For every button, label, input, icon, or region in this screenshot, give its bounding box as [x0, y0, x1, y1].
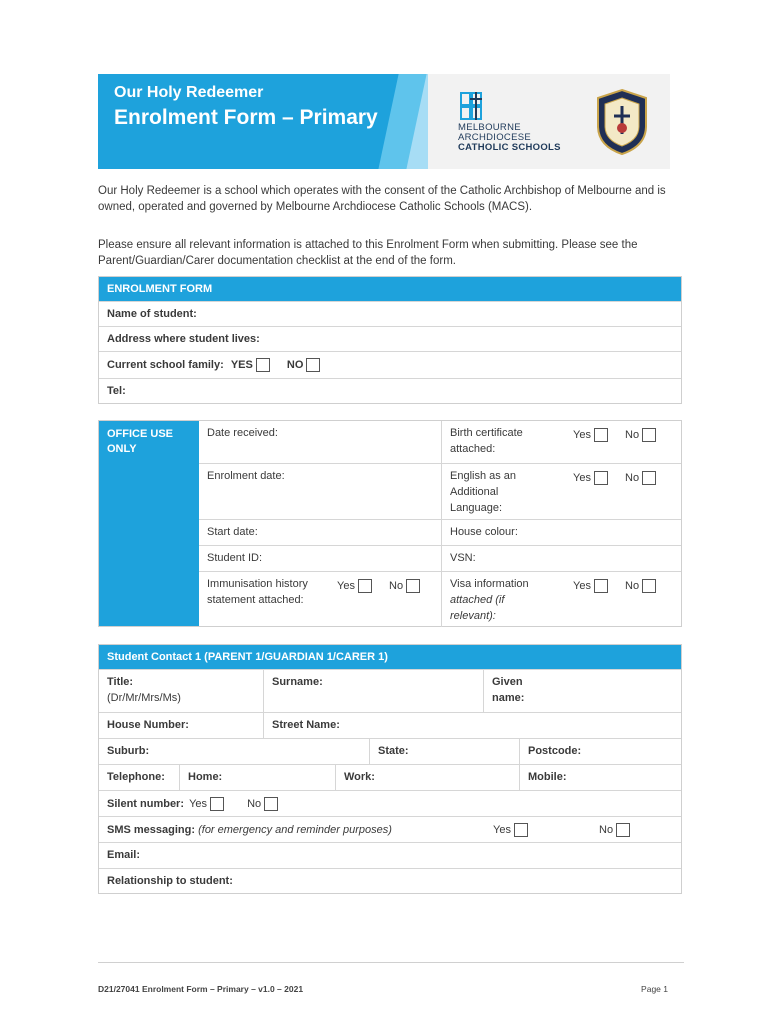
office-row-2	[199, 463, 681, 520]
immunisation-options	[329, 572, 441, 627]
sms-yes-option	[485, 817, 585, 842]
office-use-label: OFFICE USE ONLY	[107, 428, 174, 455]
tel-label: Tel:	[107, 385, 126, 397]
office-row-5	[199, 571, 681, 627]
footer-divider	[98, 962, 684, 963]
visa-no-checkbox[interactable]	[642, 579, 656, 593]
yes-label: Yes	[573, 580, 591, 592]
page-number: Page 1	[641, 984, 668, 994]
mobile-field[interactable]	[519, 765, 681, 790]
sms-note: (for emergency and reminder purposes)	[198, 824, 392, 836]
state-field[interactable]	[369, 739, 519, 764]
title-options: (Dr/Mr/Mrs/Ms)	[107, 692, 181, 704]
immunisation-label: Immunisation history statement attached:	[207, 578, 308, 606]
birth-cert-no-checkbox[interactable]	[642, 428, 656, 442]
school-crest-icon	[596, 88, 648, 156]
office-row-1	[199, 421, 681, 463]
email-label: Email:	[107, 849, 141, 861]
header-banner	[98, 74, 670, 169]
school-name: Our Holy Redeemer	[114, 84, 264, 101]
student-name-label: Name of student:	[107, 308, 197, 320]
intro-paragraph: Our Holy Redeemer is a school which operates with the consent of the Catholic Archbishop of Melbourne and is owned, operated and governed by Melbourne Archdiocese Catholic Schools (MACS).	[98, 185, 666, 213]
birth-cert-label: Birth certificate attached:	[441, 421, 561, 463]
postcode-label: Postcode:	[528, 745, 582, 757]
birth-cert-yes-checkbox[interactable]	[594, 428, 608, 442]
enrolment-date-label: Enrolment date:	[207, 470, 285, 482]
section-header: Student Contact 1 (PARENT 1/GUARDIAN 1/CARER 1)	[99, 645, 681, 669]
sms-yes-checkbox[interactable]	[514, 823, 528, 837]
visa-label-field	[441, 572, 561, 627]
macs-cross-icon	[460, 92, 490, 120]
silent-number-row	[99, 790, 681, 816]
title-field[interactable]	[99, 670, 263, 712]
suburb-row	[99, 738, 681, 764]
telephone-row	[99, 764, 681, 790]
house-number-field[interactable]	[99, 713, 263, 738]
eal-options	[561, 464, 681, 520]
birth-cert-options	[561, 421, 681, 463]
macs-line: MELBOURNE	[458, 122, 521, 133]
email-row[interactable]	[99, 842, 681, 868]
postcode-field[interactable]	[519, 739, 681, 764]
form-title: Enrolment Form – Primary	[114, 106, 378, 129]
document-reference: D21/27041 Enrolment Form – Primary – v1.0 – 2021	[98, 984, 304, 994]
eal-yes-checkbox[interactable]	[594, 471, 608, 485]
sms-field	[99, 817, 479, 842]
no-label: NO	[286, 359, 304, 371]
yes-label: Yes	[337, 580, 355, 592]
title-label: Title:	[107, 676, 134, 688]
section-header: ENROLMENT FORM	[99, 277, 681, 301]
no-label: No	[625, 429, 640, 441]
current-family-field	[99, 352, 328, 378]
telephone-label: Telephone:	[107, 771, 165, 783]
home-field[interactable]	[179, 765, 335, 790]
no-label: No	[625, 580, 640, 592]
yes-label: Yes	[189, 798, 208, 810]
student-contact-section	[98, 644, 682, 894]
visa-label: Visa information	[450, 578, 529, 590]
office-row-3	[199, 519, 681, 546]
street-name-label: Street Name:	[272, 719, 340, 731]
street-name-field[interactable]	[263, 713, 681, 738]
visa-note: attached (if relevant):	[450, 594, 505, 622]
current-family-label: Current school family:	[107, 359, 224, 371]
sms-no-checkbox[interactable]	[616, 823, 630, 837]
mobile-label: Mobile:	[528, 771, 567, 783]
relationship-label: Relationship to student:	[107, 875, 233, 887]
yes-label: Yes	[573, 472, 591, 484]
instructions-paragraph: Please ensure all relevant information is attached to this Enrolment Form when submitting. Please see the Parent/Guardian/Carer documentation checklist at the end of the form.	[98, 239, 638, 267]
address-row[interactable]	[99, 326, 681, 351]
current-family-no-checkbox[interactable]	[306, 358, 320, 372]
name-row	[99, 669, 681, 712]
given-name-field[interactable]	[483, 670, 681, 712]
title-panel	[98, 74, 428, 169]
yes-label: Yes	[493, 824, 511, 836]
student-name-row[interactable]	[99, 301, 681, 326]
silent-no-checkbox[interactable]	[264, 797, 278, 811]
office-use-section	[98, 420, 682, 627]
work-label: Work:	[344, 771, 375, 783]
current-family-yes-checkbox[interactable]	[256, 358, 270, 372]
eal-label: English as an Additional Language:	[441, 464, 531, 520]
sms-row	[99, 816, 681, 842]
macs-wordmark	[458, 123, 561, 153]
work-field[interactable]	[335, 765, 519, 790]
macs-line: CATHOLIC SCHOOLS	[458, 142, 561, 153]
macs-line: ARCHDIOCESE	[458, 132, 531, 143]
address-number-row	[99, 712, 681, 738]
yes-label: YES	[230, 359, 253, 371]
vsn-label: VSN:	[441, 546, 681, 572]
sms-no-option	[591, 817, 681, 842]
visa-yes-checkbox[interactable]	[594, 579, 608, 593]
surname-label: Surname:	[272, 676, 323, 688]
silent-yes-checkbox[interactable]	[210, 797, 224, 811]
silent-number-label: Silent number:	[107, 798, 185, 810]
enrolment-section	[98, 276, 682, 404]
sms-label: SMS messaging:	[107, 824, 196, 836]
immunisation-no-checkbox[interactable]	[406, 579, 420, 593]
home-label: Home:	[188, 771, 223, 783]
suburb-label: Suburb:	[107, 745, 150, 757]
eal-no-checkbox[interactable]	[642, 471, 656, 485]
visa-options	[561, 572, 681, 627]
date-received-label: Date received:	[207, 427, 278, 439]
tel-row[interactable]	[99, 378, 681, 403]
office-use-label-panel	[99, 421, 199, 626]
immunisation-yes-checkbox[interactable]	[358, 579, 372, 593]
suburb-field[interactable]	[99, 739, 369, 764]
office-row-4	[199, 545, 681, 572]
no-label: No	[247, 798, 262, 810]
macs-logo	[458, 92, 608, 154]
current-family-row	[99, 351, 681, 378]
relationship-row[interactable]	[99, 868, 681, 893]
given-name-label: Given name:	[492, 676, 525, 704]
student-id-label: Student ID:	[207, 552, 263, 564]
start-date-label: Start date:	[207, 526, 258, 538]
surname-field[interactable]	[263, 670, 483, 712]
no-label: No	[599, 824, 614, 836]
no-label: No	[625, 472, 640, 484]
house-colour-label: House colour:	[441, 520, 681, 546]
address-label: Address where student lives:	[107, 333, 260, 345]
no-label: No	[389, 580, 404, 592]
yes-label: Yes	[573, 429, 591, 441]
state-label: State:	[378, 745, 409, 757]
house-number-label: House Number:	[107, 719, 189, 731]
silent-number-field	[99, 791, 286, 816]
